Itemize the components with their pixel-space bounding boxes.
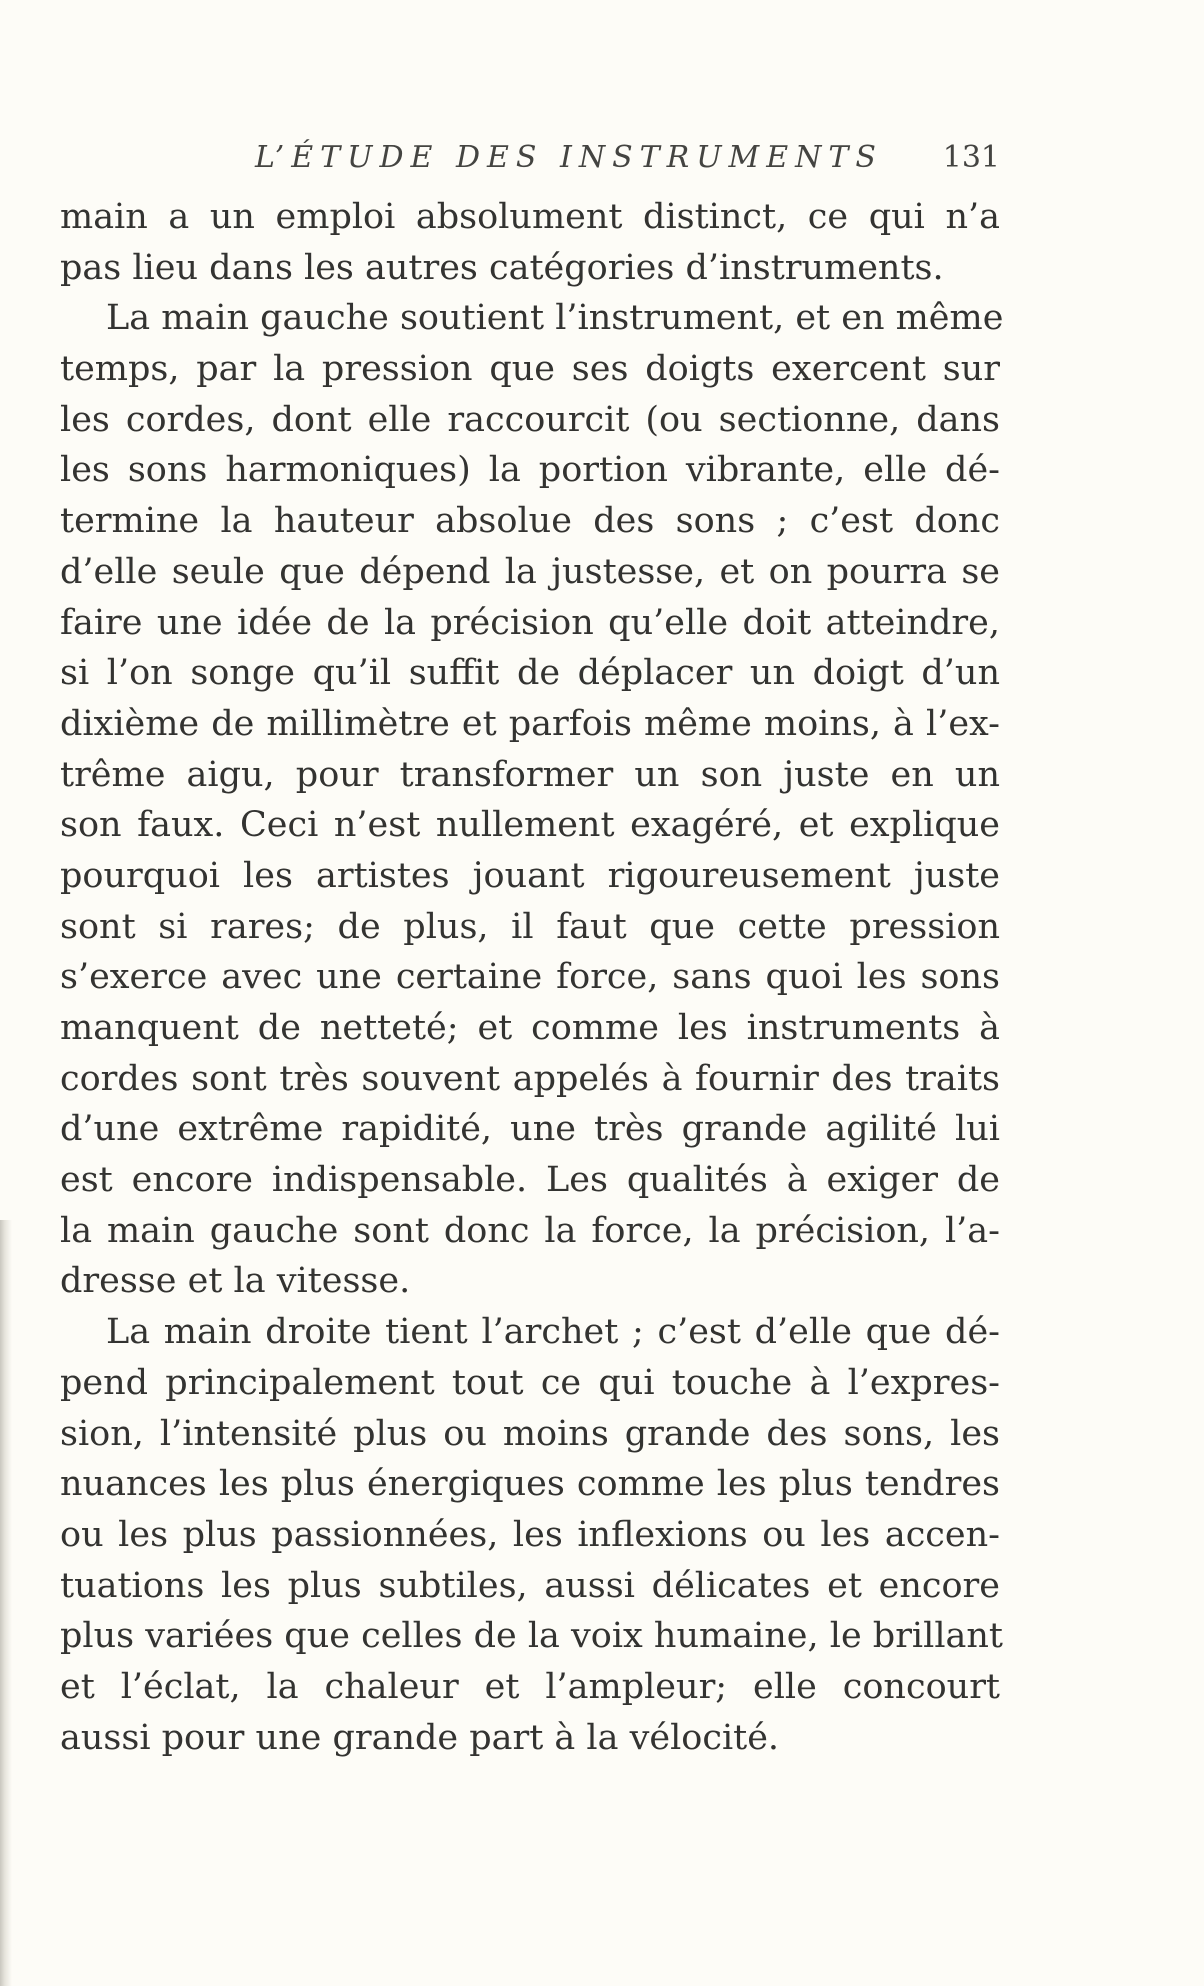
text-line: manquent de netteté; et comme les instruments à bbox=[60, 1008, 1000, 1048]
text-line: d’elle seule que dépend la justesse, et on pourra se bbox=[60, 551, 1000, 592]
text-line: dresse et la vitesse. bbox=[60, 1261, 411, 1302]
text-line: cordes sont très souvent appelés à fournir des traits bbox=[60, 1058, 1000, 1099]
text-line: dixième de millimètre et parfois même moins, à l’ex- bbox=[60, 703, 1000, 744]
text-line: sion, l’intensité plus ou moins grande des sons, les bbox=[60, 1413, 1000, 1454]
text-line: s’exerce avec une certaine force, sans quoi les sons bbox=[60, 957, 1000, 998]
text-line: est encore indispensable. Les qualités à exiger de bbox=[60, 1160, 1000, 1201]
text-line: aussi pour une grande part à la vélocité. bbox=[60, 1717, 780, 1758]
text-line: trême aigu, pour transformer un son juste en un bbox=[60, 754, 1000, 795]
paragraph bbox=[60, 1307, 1003, 1763]
text-line: temps, par la pression que ses doigts exercent sur bbox=[60, 349, 1000, 390]
text-line: faire une idée de la précision qu’elle doit atteindre, bbox=[60, 602, 1000, 643]
text-line: tuations les plus subtiles, aussi délicates et encore bbox=[60, 1565, 1000, 1606]
running-title: L’ÉTUDE DES INSTRUMENTS bbox=[255, 140, 883, 175]
text-line: les cordes, dont elle raccourcit (ou sectionne, dans bbox=[60, 399, 1000, 440]
body-text bbox=[60, 192, 1004, 1763]
text-line: nuances les plus énergiques comme les plus tendres bbox=[60, 1464, 1000, 1505]
text-line: pourquoi les artistes jouant rigoureusement juste bbox=[60, 855, 1000, 896]
text-line: main a un emploi absolument distinct, ce qui n’a bbox=[60, 197, 1000, 237]
text-line: la main gauche sont donc la force, la précision, l’a- bbox=[60, 1210, 1000, 1251]
text-line: si l’on songe qu’il suffit de déplacer un doigt d’un bbox=[60, 653, 1000, 694]
text-line: les sons harmoniques) la portion vibrante, elle dé- bbox=[60, 450, 1000, 491]
paragraph bbox=[60, 293, 1004, 1307]
text-line: pend principalement tout ce qui touche à l’expres- bbox=[60, 1362, 1000, 1403]
text-line: plus variées que celles de la voix humaine, le brillant bbox=[60, 1616, 1003, 1657]
page-edge-shadow bbox=[0, 1220, 12, 1986]
text-line: La main gauche soutient l’instrument, et en même bbox=[106, 298, 1004, 339]
page-header bbox=[60, 140, 1000, 180]
text-line: termine la hauteur absolue des sons ; c’est donc bbox=[60, 501, 1000, 542]
paragraph bbox=[60, 192, 1000, 293]
text-line: pas lieu dans les autres catégories d’instruments. bbox=[60, 247, 944, 288]
text-line: son faux. Ceci n’est nullement exagéré, et explique bbox=[60, 805, 1000, 846]
text-line: d’une extrême rapidité, une très grande agilité lui bbox=[60, 1109, 1000, 1150]
page-number: 131 bbox=[942, 140, 1000, 175]
text-line: La main droite tient l’archet ; c’est d’elle que dé- bbox=[106, 1312, 1000, 1353]
text-line: et l’éclat, la chaleur et l’ampleur; elle concourt bbox=[60, 1666, 1000, 1707]
text-line: ou les plus passionnées, les inflexions ou les accen- bbox=[60, 1514, 1000, 1555]
text-line: sont si rares; de plus, il faut que cette pression bbox=[60, 906, 1000, 947]
